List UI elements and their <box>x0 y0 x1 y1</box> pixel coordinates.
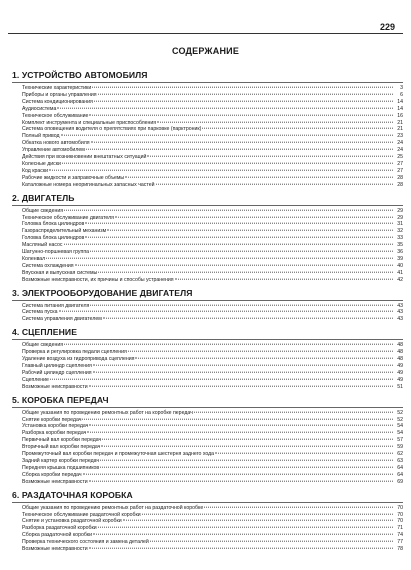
entry-page-number: 14 <box>397 98 403 105</box>
entry-title: Каталожные номера неоригинальных запасных частей <box>22 181 155 188</box>
toc-entry <box>12 539 403 546</box>
entry-page-number: 71 <box>397 525 403 532</box>
toc-entry <box>12 546 403 553</box>
toc-entry <box>12 208 403 215</box>
table-of-contents <box>12 70 403 557</box>
toc-entry <box>12 505 403 512</box>
entry-title: Система кондиционирования <box>22 98 93 105</box>
entry-title: Полный привод <box>22 133 60 140</box>
dot-leader <box>91 142 393 143</box>
entry-page-number: 6 <box>400 91 403 98</box>
entry-page-number: 41 <box>397 269 403 276</box>
dot-leader <box>128 351 393 352</box>
dot-leader <box>157 121 393 122</box>
dot-leader <box>59 311 393 312</box>
section-heading: 1. УСТРОЙСТВО АВТОМОБИЛЯ <box>12 70 403 83</box>
entry-title: Проверка и регулировка педали сцепления <box>22 349 127 356</box>
entry-title: Возможные неисправности <box>22 478 88 485</box>
section-heading: 2. ДВИГАТЕЛЬ <box>12 193 403 206</box>
entry-title: Головка блока цилиндров <box>22 235 85 242</box>
dot-leader <box>57 107 393 108</box>
dot-leader <box>150 541 393 542</box>
dot-leader <box>75 265 393 266</box>
entry-title: Комплект инструмента и специальные приспособления <box>22 119 157 126</box>
entry-title: Разборка раздаточной коробки <box>22 525 97 532</box>
toc-entry <box>12 263 403 270</box>
dot-leader <box>89 548 393 549</box>
entry-title: Общие указания по проведению ремонтных работ на коробке передач <box>22 409 193 416</box>
entry-page-number: 16 <box>397 112 403 119</box>
entry-page-number: 27 <box>397 160 403 167</box>
entry-page-number: 39 <box>397 255 403 262</box>
toc-section <box>12 288 403 324</box>
entry-title: Снятие и установка раздаточной коробки <box>22 518 122 525</box>
entry-page-number: 49 <box>397 369 403 376</box>
entry-page-number: 28 <box>397 181 403 188</box>
entry-page-number: 40 <box>397 262 403 269</box>
entry-title: Система управления двигателем <box>22 316 102 323</box>
dot-leader <box>204 506 393 507</box>
dot-leader <box>49 170 393 171</box>
entry-title: Вторичный вал коробки передач <box>22 444 101 451</box>
entry-title: Техническое обслуживание двигателя <box>22 214 114 221</box>
section-heading: 4. СЦЕПЛЕНИЕ <box>12 327 403 340</box>
dot-leader <box>94 101 393 102</box>
section-heading: 5. КОРОБКА ПЕРЕДАЧ <box>12 395 403 408</box>
toc-entry <box>12 303 403 310</box>
header-rule <box>8 33 403 34</box>
toc-entry <box>12 356 403 363</box>
entry-page-number: 57 <box>397 437 403 444</box>
entry-title: Впускная и выпускная системы <box>22 269 98 276</box>
dot-leader <box>82 418 393 419</box>
entry-page-number: 24 <box>397 140 403 147</box>
entry-page-number: 63 <box>397 457 403 464</box>
dot-leader <box>90 251 393 252</box>
dot-leader <box>100 460 393 461</box>
toc-entry <box>12 270 403 277</box>
entry-page-number: 49 <box>397 363 403 369</box>
toc-entry <box>12 113 403 120</box>
toc-entry <box>12 363 403 370</box>
dot-leader <box>83 473 393 474</box>
entry-title: Управление автомобилем <box>22 147 85 154</box>
dot-leader <box>147 156 393 157</box>
entry-page-number: 43 <box>397 302 403 309</box>
entry-title: Снятие коробки передач <box>22 416 82 423</box>
entry-title: Система оповещения водителя о препятствиях при парковке (парктроник) <box>22 126 202 133</box>
entry-page-number: 78 <box>397 546 403 553</box>
dot-leader <box>86 149 393 150</box>
entry-title: Головка блока цилиндров <box>22 221 85 228</box>
entry-title: Установка коробки передач <box>22 423 89 430</box>
toc-entry <box>12 175 403 182</box>
toc-entry <box>12 384 403 391</box>
dot-leader <box>85 223 393 224</box>
dot-leader <box>102 439 393 440</box>
entry-page-number: 48 <box>397 356 403 363</box>
dot-leader <box>142 513 393 514</box>
toc-entry <box>12 133 403 140</box>
entry-page-number: 70 <box>397 518 403 525</box>
dot-leader <box>93 372 393 373</box>
dot-leader <box>64 244 393 245</box>
entry-title: Общие сведения <box>22 342 64 349</box>
toc-entry <box>12 472 403 479</box>
toc-entry <box>12 182 403 189</box>
entry-title: Приборы и органы управления <box>22 91 97 98</box>
entry-page-number: 70 <box>397 511 403 518</box>
toc-section <box>12 490 403 553</box>
entry-page-number: 48 <box>397 342 403 349</box>
entry-page-number: 69 <box>397 478 403 485</box>
entry-page-number: 62 <box>397 451 403 458</box>
entry-page-number: 27 <box>397 167 403 174</box>
dot-leader <box>62 163 393 164</box>
entry-title: Общие указания по проведению ремонтных работ на раздаточной коробке <box>22 504 204 511</box>
toc-entry <box>12 309 403 316</box>
entry-title: Первичный вал коробки передач <box>22 437 102 444</box>
toc-section <box>12 193 403 284</box>
dot-leader <box>89 385 393 386</box>
entry-page-number: 42 <box>397 276 403 283</box>
dot-leader <box>98 527 393 528</box>
entry-page-number: 24 <box>397 147 403 154</box>
dot-leader <box>123 520 393 521</box>
entry-title: Система пуска <box>22 309 58 316</box>
entry-page-number: 51 <box>397 383 403 390</box>
entry-page-number: 43 <box>397 309 403 316</box>
toc-title: СОДЕРЖАНИЕ <box>171 46 240 56</box>
entry-title: Система охлаждения <box>22 262 74 269</box>
dot-leader <box>93 365 393 366</box>
dot-leader <box>194 411 393 412</box>
toc-entry <box>12 417 403 424</box>
dot-leader <box>92 87 393 88</box>
entry-title: Задний картер коробки передач <box>22 457 100 464</box>
dot-leader <box>90 304 393 305</box>
toc-entry <box>12 349 403 356</box>
toc-entry <box>12 342 403 349</box>
entry-title: Обкатка нового автомобиля <box>22 140 90 147</box>
toc-entry <box>12 126 403 133</box>
dot-leader <box>100 467 393 468</box>
entry-title: Возможные неисправности, их причины и способы устранения <box>22 276 174 283</box>
dot-leader <box>46 258 393 259</box>
toc-entry <box>12 242 403 249</box>
toc-section <box>12 70 403 189</box>
entry-title: Аудиосистема <box>22 105 57 112</box>
entry-page-number: 54 <box>397 423 403 430</box>
dot-leader <box>101 446 393 447</box>
entry-page-number: 48 <box>397 349 403 356</box>
toc-entry <box>12 120 403 127</box>
entry-title: Рабочий цилиндр сцепления <box>22 369 92 376</box>
entry-title: Газораспределительный механизм <box>22 228 107 235</box>
dot-leader <box>89 425 393 426</box>
toc-entry <box>12 99 403 106</box>
entry-title: Передняя крышка подшипников <box>22 464 100 471</box>
entry-title: Шатунно-поршневая группа <box>22 249 90 256</box>
dot-leader <box>87 432 393 433</box>
toc-entry <box>12 451 403 458</box>
dot-leader <box>64 344 393 345</box>
entry-page-number: 35 <box>397 242 403 249</box>
toc-entry <box>12 92 403 99</box>
entry-page-number: 64 <box>397 464 403 471</box>
entry-page-number: 77 <box>397 539 403 546</box>
toc-entry <box>12 215 403 222</box>
dot-leader <box>98 94 393 95</box>
toc-entry <box>12 277 403 284</box>
section-heading: 6. РАЗДАТОЧНАЯ КОРОБКА <box>12 490 403 503</box>
entry-title: Система питания двигателя <box>22 302 90 309</box>
entry-page-number: 54 <box>397 430 403 437</box>
toc-entry <box>12 410 403 417</box>
entry-title: Код краски <box>22 167 49 174</box>
entry-page-number: 21 <box>397 119 403 126</box>
toc-entry <box>12 479 403 486</box>
entry-title: Колесные диски <box>22 160 61 167</box>
entry-title: Техническое обслуживание <box>22 112 89 119</box>
dot-leader <box>64 209 393 210</box>
entry-page-number: 32 <box>397 228 403 235</box>
entry-page-number: 70 <box>397 504 403 511</box>
toc-entry <box>12 249 403 256</box>
toc-entry <box>12 423 403 430</box>
toc-entry <box>12 85 403 92</box>
dot-leader <box>98 271 393 272</box>
dot-leader <box>89 480 393 481</box>
entry-title: Удаление воздуха из гидропривода сцепления <box>22 356 135 363</box>
entry-page-number: 25 <box>397 154 403 161</box>
entry-title: Сцепление <box>22 376 49 383</box>
entry-title: Действия при возникновении внештатных ситуаций <box>22 154 147 161</box>
entry-title: Промежуточный вал коробки передач и промежуточная шестерня заднего хода <box>22 451 215 458</box>
entry-title: Масляный насос <box>22 242 63 249</box>
entry-title: Рабочие жидкости и заправочные объемы <box>22 174 125 181</box>
entry-page-number: 29 <box>397 214 403 221</box>
entry-title: Технические характеристики <box>22 85 92 91</box>
entry-page-number: 43 <box>397 316 403 323</box>
entry-page-number: 33 <box>397 235 403 242</box>
toc-entry <box>12 316 403 323</box>
toc-entry <box>12 458 403 465</box>
toc-entry <box>12 161 403 168</box>
toc-entry <box>12 370 403 377</box>
dot-leader <box>175 278 393 279</box>
dot-leader <box>202 128 393 129</box>
toc-entry <box>12 235 403 242</box>
dot-leader <box>135 358 393 359</box>
entry-page-number: 23 <box>397 133 403 140</box>
entry-page-number: 52 <box>397 409 403 416</box>
entry-page-number: 36 <box>397 249 403 256</box>
toc-section <box>12 395 403 486</box>
entry-page-number: 52 <box>397 416 403 423</box>
toc-section <box>12 327 403 390</box>
entry-page-number: 14 <box>397 105 403 112</box>
dot-leader <box>61 135 393 136</box>
toc-entry <box>12 168 403 175</box>
dot-leader <box>50 379 393 380</box>
section-heading: 3. ЭЛЕКТРООБОРУДОВАНИЕ ДВИГАТЕЛЯ <box>12 288 403 301</box>
entry-title: Общие сведения <box>22 207 64 214</box>
dot-leader <box>93 534 393 535</box>
entry-title: Сборка коробки передач <box>22 471 82 478</box>
entry-title: Коленвал <box>22 255 46 262</box>
entry-title: Возможные неисправности <box>22 546 88 553</box>
entry-page-number: 64 <box>397 471 403 478</box>
dot-leader <box>215 453 393 454</box>
dot-leader <box>85 237 393 238</box>
entry-page-number: 3 <box>400 85 403 91</box>
dot-leader <box>125 176 393 177</box>
entry-title: Проверка технического состояния и замена деталей <box>22 539 149 546</box>
entry-page-number: 28 <box>397 174 403 181</box>
toc-entry <box>12 377 403 384</box>
page-number: 229 <box>379 22 395 32</box>
toc-entry <box>12 256 403 263</box>
entry-title: Техническое обслуживание раздаточной коробки <box>22 511 141 518</box>
dot-leader <box>107 230 393 231</box>
entry-page-number: 49 <box>397 376 403 383</box>
entry-page-number: 29 <box>397 207 403 214</box>
toc-entry <box>12 465 403 472</box>
entry-page-number: 21 <box>397 126 403 133</box>
toc-entry <box>12 140 403 147</box>
toc-entry <box>12 154 403 161</box>
entry-title: Разборка коробки передач <box>22 430 87 437</box>
entry-title: Главный цилиндр сцепления <box>22 363 92 369</box>
toc-entry <box>12 106 403 113</box>
toc-entry <box>12 228 403 235</box>
entry-page-number: 74 <box>397 532 403 539</box>
entry-title: Возможные неисправности <box>22 383 88 390</box>
dot-leader <box>103 318 393 319</box>
entry-page-number: 59 <box>397 444 403 451</box>
entry-page-number: 31 <box>397 221 403 228</box>
dot-leader <box>115 216 393 217</box>
dot-leader <box>89 114 393 115</box>
dot-leader <box>156 183 394 184</box>
entry-title: Сборка раздаточной коробки <box>22 532 92 539</box>
